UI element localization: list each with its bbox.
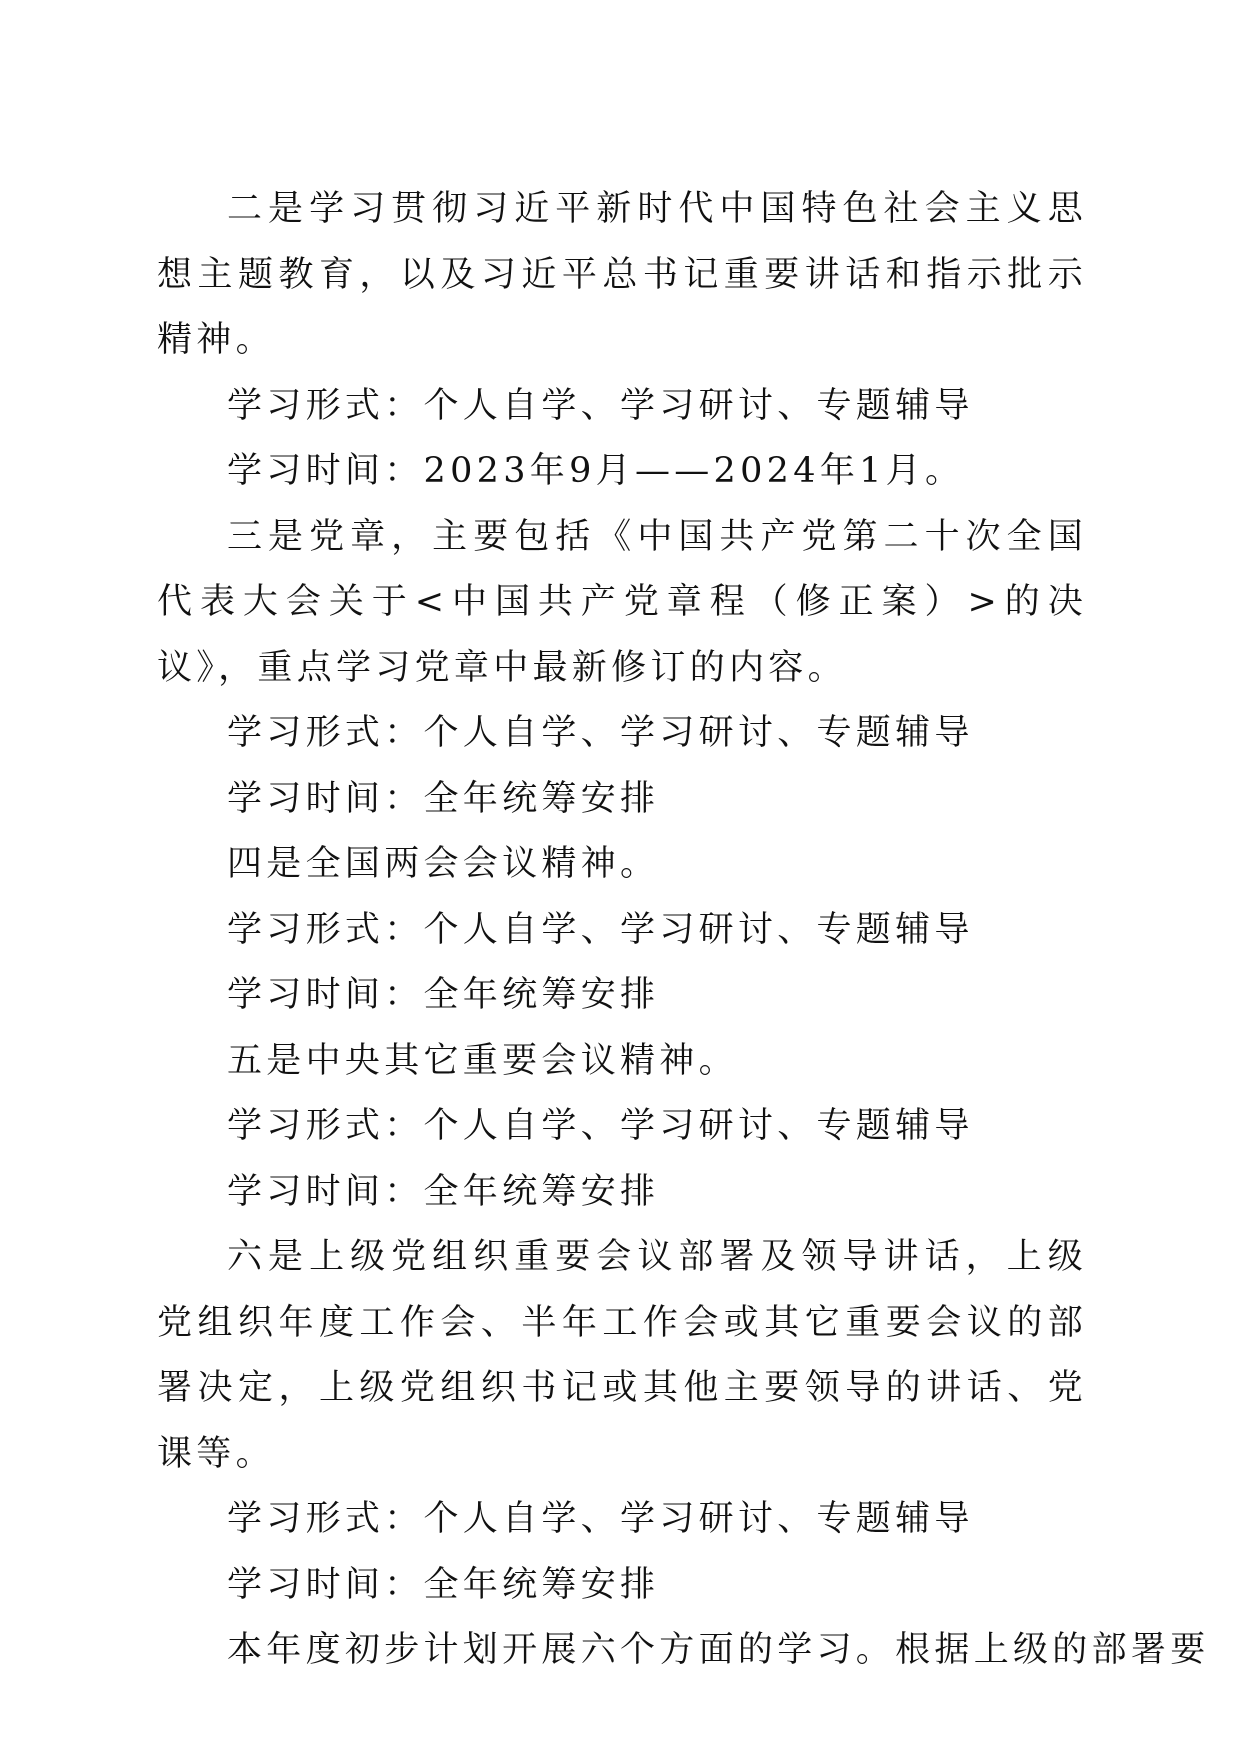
- paragraph-study-time: 学习时间：全年统筹安排: [227, 975, 660, 1015]
- paragraph-study-form: 学习形式：个人自学、学习研讨、专题辅导: [227, 1106, 974, 1146]
- paragraph-study-form: 学习形式：个人自学、学习研讨、专题辅导: [227, 909, 974, 950]
- paragraph-study-time: 学习时间：2023年9月——2024年1月。: [227, 451, 965, 491]
- paragraph-study-time: 学习时间：全年统筹安排: [227, 1171, 660, 1212]
- paragraph-study-time: 学习时间：全年统筹安排: [227, 778, 660, 819]
- paragraph-topic-6: 六是上级党组织重要会议部署及领导讲话，上级党组织年度工作会、半年工作会或其它重要会议的部署决定，上级党组织书记或其他主要领导的讲话、党课等。: [157, 1237, 1087, 1474]
- document-body: [157, 177, 1210, 1684]
- paragraph-study-form: 学习形式：个人自学、学习研讨、专题辅导: [227, 1499, 974, 1539]
- paragraph-topic-4: 四是全国两会会议精神。: [227, 844, 660, 884]
- paragraph-study-form: 学习形式：个人自学、学习研讨、专题辅导: [227, 713, 974, 753]
- paragraph-topic-5: 五是中央其它重要会议精神。: [227, 1040, 738, 1081]
- paragraph-study-form: 学习形式：个人自学、学习研讨、专题辅导: [227, 385, 974, 426]
- paragraph-topic-2: 二是学习贯彻习近平新时代中国特色社会主义思想主题教育，以及习近平总书记重要讲话和指示批示精神。: [157, 189, 1087, 360]
- paragraph-topic-3: 三是党章，主要包括《中国共产党第二十次全国代表大会关于<中国共产党章程（修正案）>的决议》，重点学习党章中最新修订的内容。: [157, 516, 1087, 688]
- paragraph-study-time: 学习时间：全年统筹安排: [227, 1564, 660, 1605]
- paragraph-summary: 本年度初步计划开展六个方面的学习。根据上级的部署要: [227, 1630, 1210, 1670]
